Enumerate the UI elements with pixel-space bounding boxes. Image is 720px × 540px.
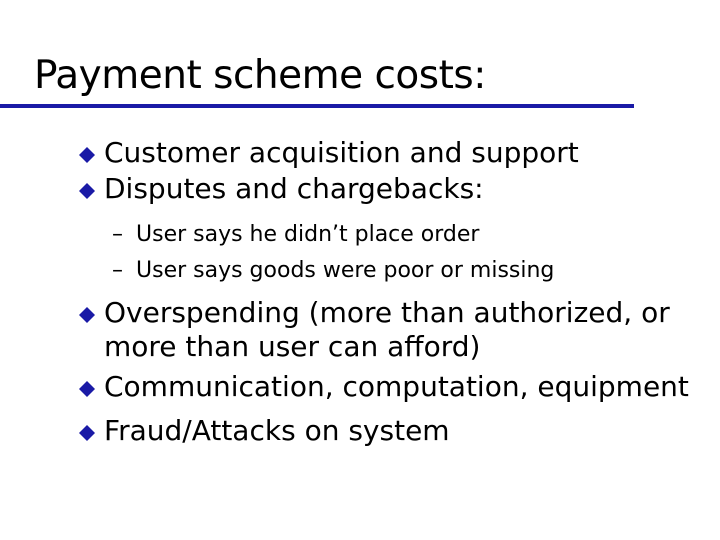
bullet-item [104,296,670,330]
bullet-item [104,136,579,170]
bullet-item [104,370,689,404]
sub-bullet-text: User says goods were poor or missing [136,258,555,283]
bullet-text: Overspending (more than authorized, or [104,296,670,329]
sub-bullet-text: User says he didn’t place order [136,222,480,247]
dash-marker: – [112,258,123,283]
slide-title: Payment scheme costs: [34,53,486,98]
sub-bullet-item [112,221,479,249]
bullet-text: Disputes and chargebacks: [104,172,484,205]
bullet-item [104,172,484,206]
dash-marker: – [112,222,123,247]
diamond-bullet-icon [78,306,96,324]
bullet-text: Communication, computation, equipment [104,370,689,403]
diamond-bullet-icon [78,424,96,442]
bullet-text: Fraud/Attacks on system [104,414,450,447]
diamond-bullet-icon [78,182,96,200]
bullet-text: Customer acquisition and support [104,136,579,169]
sub-bullet-item [112,257,554,285]
diamond-bullet-icon [78,146,96,164]
bullet-continuation-text: more than user can afford) [104,330,481,363]
diamond-bullet-icon [78,380,96,398]
bullet-item [104,414,450,448]
